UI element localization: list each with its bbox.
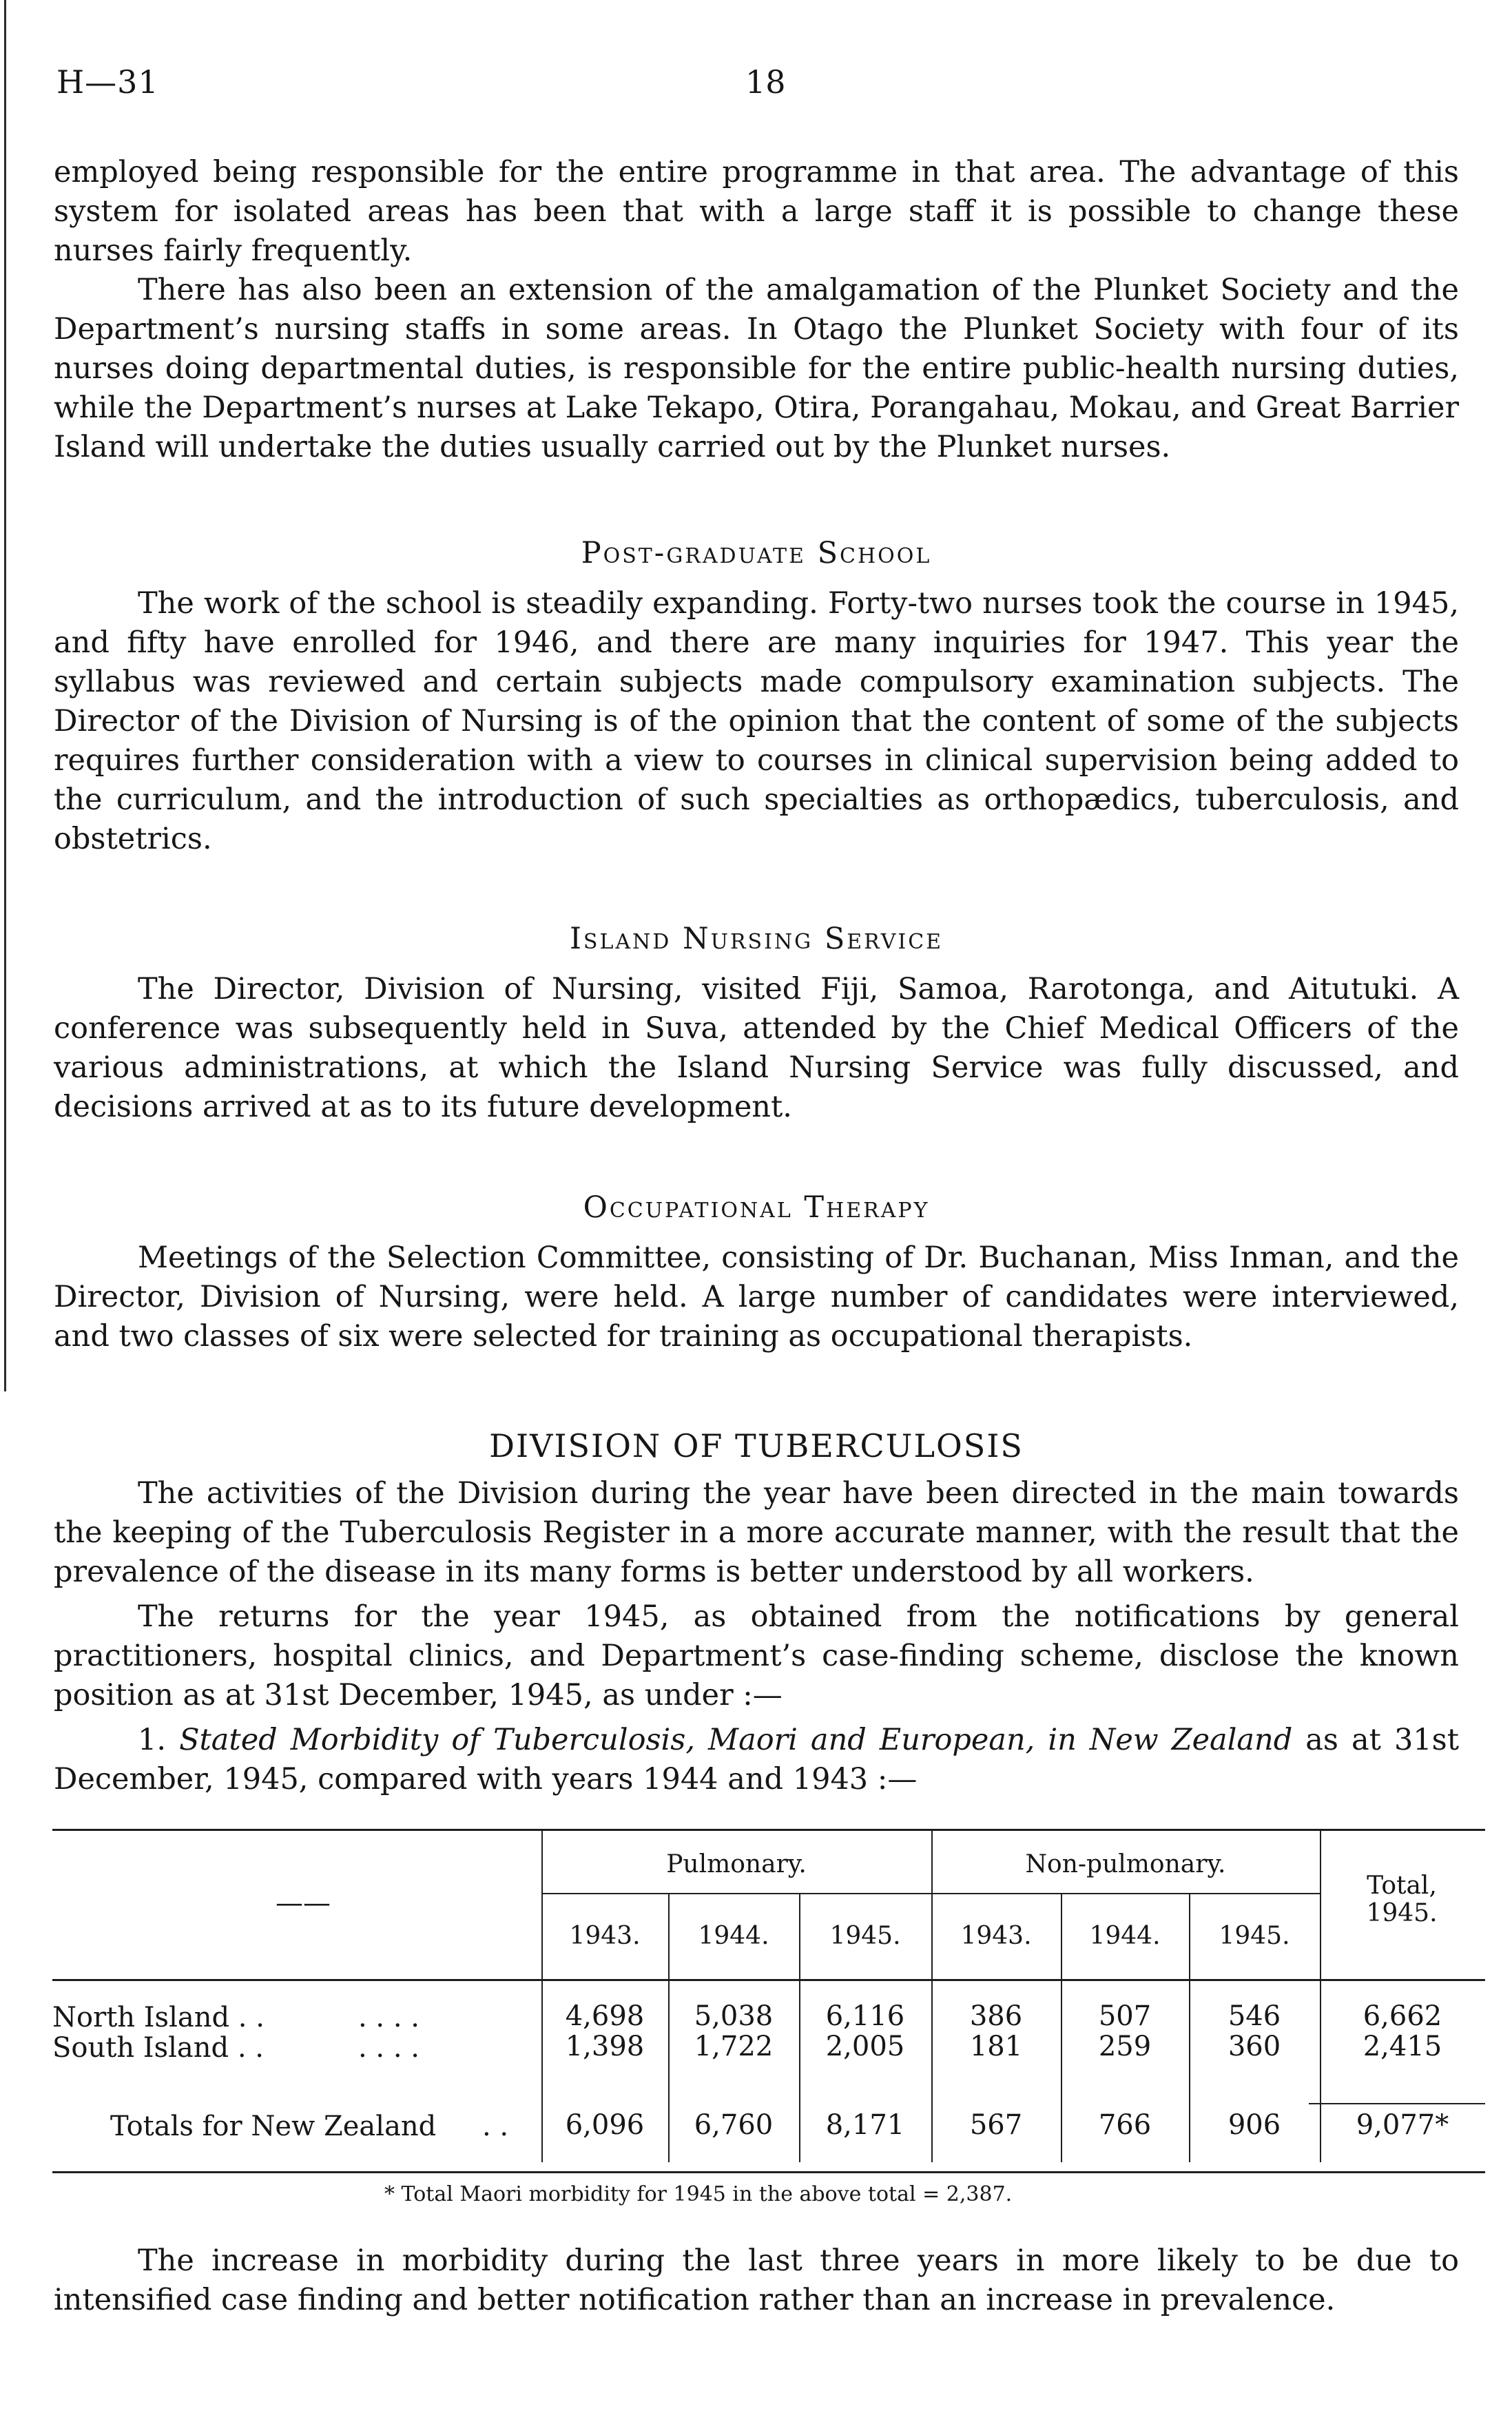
island-heading: Island Nursing Service xyxy=(569,922,944,956)
page-code: H—31 xyxy=(56,63,159,101)
page-margin-rule xyxy=(4,0,6,1391)
table-cell: 2,415 xyxy=(1363,2031,1442,2062)
nonpulmonary-header: Non-pulmonary. xyxy=(1025,1850,1226,1878)
table-bottom-rule xyxy=(52,2171,1485,2173)
table-cell: 6,760 xyxy=(694,2109,774,2141)
closing-section xyxy=(54,2241,1459,2320)
year-header: 1944. xyxy=(1089,1922,1161,1950)
table-top-rule xyxy=(52,1829,1485,1831)
table-cell: 766 xyxy=(1098,2109,1152,2141)
postgrad-heading: Post-graduate School xyxy=(581,536,932,570)
row-label-north-island: North Island . . xyxy=(52,2002,265,2033)
island-section xyxy=(54,922,1459,1127)
stub-dash: —— xyxy=(276,1887,331,1919)
year-header: 1945. xyxy=(1219,1922,1290,1950)
occupational-heading: Occupational Therapy xyxy=(583,1190,930,1225)
occupational-paragraph: Meetings of the Selection Committee, consisting of Dr. Buchanan, Miss Inman, and the Director, Division of Nursing, were held. A large number of candidates were interviewed, and two classes of six were selected for training as occupational therapists. xyxy=(54,1241,1459,1354)
island-paragraph: The Director, Division of Nursing, visited Fiji, Samoa, Rarotonga, and Aitutuki. A conference was subsequently held in Suva, attended by the Chief Medical Officers of the various administrations, at which the Island Nursing Service was fully discussed, and decisions arrived at as to its future development. xyxy=(54,972,1459,1124)
tuberculosis-section xyxy=(54,1427,1459,1799)
postgrad-paragraph: The work of the school is steadily expanding. Forty-two nurses took the course in 1945, and fifty have enrolled for 1946, and there are many inquiries for 1947. This year the syllabus was reviewed and certain subjects made compulsory examination subjects. The Director of the Division of Nursing is of the opinion that the content of some of the subjects requires further consideration with a view to courses in clinical supervision being added to the curriculum, and the introduction of such specialties as orthopædics, tuberculosis, and obstetrics. xyxy=(54,586,1459,856)
table-cell: 6,116 xyxy=(825,2000,905,2032)
tuberculosis-paragraph-2: The returns for the year 1945, as obtained from the notifications by general practitioners, hospital clinics, and Department’s case-finding scheme, disclose the known position as at 31st December, 1945, as under :— xyxy=(54,1599,1459,1712)
table-cell: 181 xyxy=(969,2031,1023,2062)
table-cell: 8,171 xyxy=(825,2109,905,2141)
closing-paragraph: The increase in morbidity during the last three years in more likely to be due to intensified case finding and better notification rather than an increase in prevalence. xyxy=(54,2244,1459,2317)
table-cell: 360 xyxy=(1228,2031,1281,2062)
table-cell: 2,005 xyxy=(825,2031,905,2062)
item-number: 1. xyxy=(138,1723,167,1757)
table-cell: 6,096 xyxy=(565,2109,645,2141)
table-cell: 906 xyxy=(1228,2109,1281,2141)
row-label-south-island: South Island . . xyxy=(52,2032,264,2064)
group-header-rule xyxy=(541,1893,1320,1894)
table-cell: 6,662 xyxy=(1363,2000,1442,2032)
year-header: 1944. xyxy=(698,1922,769,1950)
pulmonary-header: Pulmonary. xyxy=(666,1850,807,1878)
intro-paragraph-2: There has also been an extension of the amalgamation of the Plunket Society and the Department’s nursing staffs in some areas. In Otago the Plunket Society with four of its nurses doing departmental duties, is responsible for the entire public-health nursing duties, while the Department’s nurses at Lake Tekapo, Otira, Porangahau, Mokau, and Great Barrier Island will undertake the duties usually carried out by the Plunket nurses. xyxy=(54,273,1459,464)
total-header: Total, 1945. xyxy=(1366,1872,1438,1927)
table-cell: 1,722 xyxy=(694,2031,774,2062)
year-header: 1943. xyxy=(960,1922,1032,1950)
page-number: 18 xyxy=(745,63,786,101)
occupational-section xyxy=(54,1190,1459,1356)
item-rest: as at 31st December, 1945, compared with years 1944 and 1943 :— xyxy=(54,1723,1460,1796)
row-label-totals: Totals for New Zealand xyxy=(110,2111,437,2142)
table-cell: 4,698 xyxy=(565,2000,645,2032)
row-leader-dots: . . . . xyxy=(358,2002,420,2033)
table-cell: 546 xyxy=(1228,2000,1281,2032)
table-cell: 567 xyxy=(969,2109,1023,2141)
tuberculosis-heading: DIVISION OF TUBERCULOSIS xyxy=(489,1427,1024,1464)
row-leader-dots: . . xyxy=(482,2111,509,2142)
tuberculosis-item-1 xyxy=(54,1721,1459,1799)
table-footnote: * Total Maori morbidity for 1945 in the above total = 2,387. xyxy=(384,2182,1013,2206)
year-header: 1943. xyxy=(569,1922,641,1950)
item-title: Stated Morbidity of Tuberculosis, Maori and European, in New Zealand xyxy=(179,1723,1293,1757)
table-cell: 5,038 xyxy=(694,2000,774,2032)
table-cell: 386 xyxy=(969,2000,1023,2032)
table-cell: 9,077* xyxy=(1356,2109,1449,2141)
table-cell: 259 xyxy=(1098,2031,1152,2062)
table-cell: 1,398 xyxy=(565,2031,645,2062)
year-header: 1945. xyxy=(829,1922,901,1950)
intro-paragraph-1: employed being responsible for the entire programme in that area. The advantage of this system for isolated areas has been that with a large staff it is possible to change these nurses fairly frequently. xyxy=(54,155,1459,268)
row-leader-dots: . . . . xyxy=(358,2032,420,2064)
tuberculosis-paragraph-1: The activities of the Division during the year have been directed in the main towards the keeping of the Tuberculosis Register in a more accurate manner, with the result that the prevalence of the disease in its many forms is better understood by all workers. xyxy=(54,1476,1459,1589)
intro-section xyxy=(54,153,1459,467)
postgrad-section xyxy=(54,536,1459,859)
totals-total-rule xyxy=(1309,2103,1485,2104)
table-cell: 507 xyxy=(1098,2000,1152,2032)
header-bottom-rule xyxy=(52,1979,1485,1981)
